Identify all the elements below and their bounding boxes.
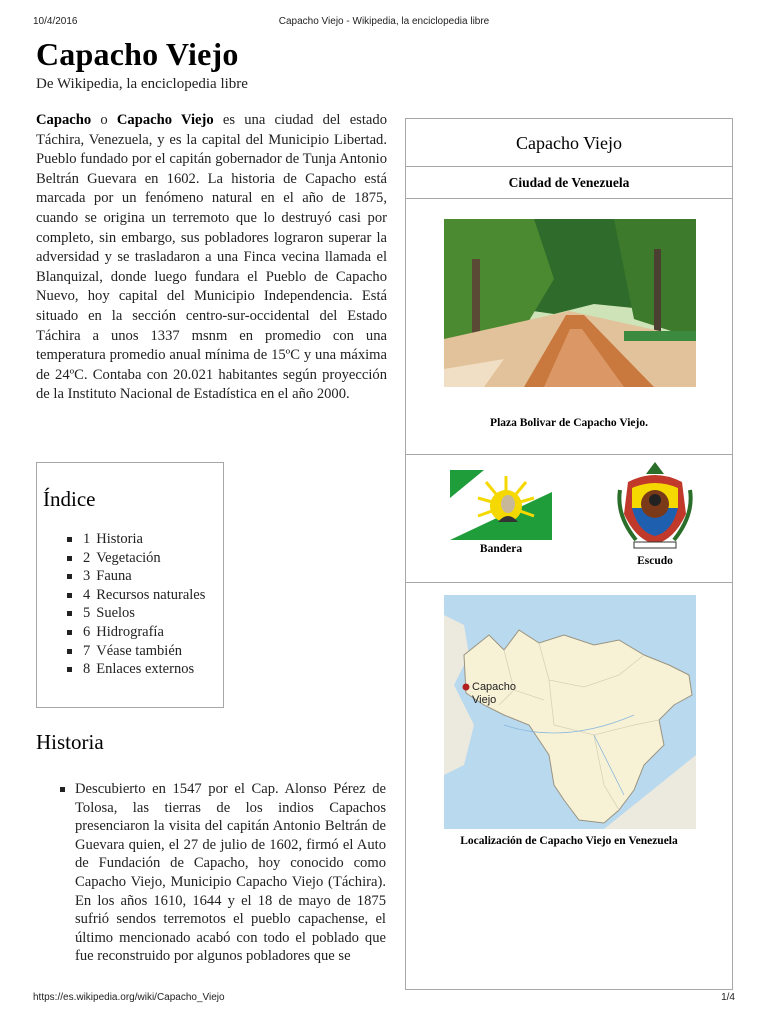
toc-item-historia[interactable] <box>61 530 223 549</box>
infobox-symbols-cell <box>406 455 732 583</box>
toc-item-label: Suelos <box>96 605 135 622</box>
print-header <box>33 16 735 32</box>
map-marker-label-line2: Viejo <box>472 694 497 706</box>
toc-item-label: Recursos naturales <box>96 586 206 603</box>
infobox-subtitle: Ciudad de Venezuela <box>406 167 732 199</box>
shield-image[interactable] <box>614 460 696 550</box>
infobox-map-cell <box>406 583 732 991</box>
section-heading-historia: Historia <box>36 730 104 754</box>
toc-item-number: 5 <box>83 605 91 622</box>
toc-item-label: Fauna <box>96 568 132 585</box>
article-title: Capacho Viejo <box>36 36 239 72</box>
infobox-photo-cell <box>406 199 732 455</box>
toc-title: Índice <box>43 487 96 511</box>
print-footer <box>33 992 735 1008</box>
toc-item-fauna[interactable] <box>61 567 223 586</box>
toc-item-number: 2 <box>83 549 91 566</box>
print-date: 10/4/2016 <box>33 16 78 27</box>
toc-item-number: 1 <box>83 531 91 547</box>
print-page-title: Capacho Viejo - Wikipedia, la enciclopedia libre <box>278 16 490 27</box>
toc-item-recursos-naturales[interactable] <box>61 586 223 605</box>
toc-item-label: Vegetación <box>96 549 161 566</box>
historia-item: Descubierto en 1547 por el Cap. Alonso Pérez de Tolosa, las tierras de los indios Capachos presenciaron la visita del capitán Antonio Beltrán de Guevara quien, el 27 de julio de 1602, firmó el Auto de Fundación de Capacho, hoy conocido como Capacho Viejo, Municipio Capacho Viejo (Táchira). En los años 1610, 1644 y el 18 de mayo de 1875 sufrió sendos terremotos el pueblo capachense, el último mencionado acabó con todo el poblado que fue reconstruido por algunos pobladores que se <box>58 780 386 966</box>
shield-caption: Escudo <box>637 555 673 567</box>
flag-caption: Bandera <box>479 543 523 555</box>
toc-item-label: Véase también <box>96 642 183 659</box>
historia-list <box>58 780 386 966</box>
venezuela-location-map[interactable] <box>444 595 696 829</box>
lead-bold-capacho-viejo: Capacho Viejo <box>116 112 214 128</box>
map-caption: Localización de Capacho Viejo en Venezuela <box>460 835 678 847</box>
table-of-contents <box>36 462 224 708</box>
toc-item-label: Enlaces externos <box>96 661 195 678</box>
toc-item-number: 7 <box>83 642 91 659</box>
toc-list <box>43 530 223 679</box>
infobox-title: Capacho Viejo <box>406 119 732 167</box>
lead-bold-capacho: Capacho <box>36 112 92 128</box>
toc-item-enlaces-externos[interactable] <box>61 660 223 679</box>
toc-item-number: 8 <box>83 661 91 678</box>
photo-caption: Plaza Bolivar de Capacho Viejo. <box>490 417 648 429</box>
flag-image[interactable] <box>450 470 552 540</box>
toc-item-suelos[interactable] <box>61 604 223 623</box>
capacho-location-marker <box>463 684 470 691</box>
toc-item-label: Historia <box>96 531 143 547</box>
toc-item-number: 3 <box>83 568 91 585</box>
map-marker-label-line1: Capacho <box>472 681 517 693</box>
plaza-photo[interactable] <box>444 219 696 387</box>
toc-item-hidrografia[interactable] <box>61 623 223 642</box>
toc-item-label: Hidrografía <box>96 623 164 640</box>
lead-text: es una ciudad del estado Táchira, Venezuela, y es la capital del Municipio Libertad. Pueblo fundado por el capitán gobernador de Tunja Antonio Beltrán Guevara en 1602. La historia de Capacho está marcada por un fenómeno natural en el año de 1875, cuando se origina un terremoto que lo destruyó casi por completo, sin embargo, sus pobladores lograron superar la adversidad y se trasladaron a una Finca vecina llamada el Blanquizal, donde luego fundara el Pueblo de Capacho Nuevo, hoy capital del Municipio Independencia. Está situado en la sección centro-sur-occidental del Estado Táchira a unos 1337 msnm en promedio con una temperatura promedio anual mínima de 15ºC y una máxima de 24ºC. Contaba con 20.021 habitantes según proyección de la Instituto Nacional de Estadística en el año 2000. <box>36 112 387 403</box>
article-subtitle: De Wikipedia, la enciclopedia libre <box>36 76 248 92</box>
print-page-number: 1/4 <box>721 992 735 1003</box>
infobox <box>405 118 733 990</box>
toc-item-vegetacion[interactable] <box>61 549 223 568</box>
toc-item-number: 6 <box>83 623 91 640</box>
lead-conjunction: o <box>91 112 117 128</box>
lead-paragraph <box>36 111 387 405</box>
toc-item-number: 4 <box>83 586 91 603</box>
print-url: https://es.wikipedia.org/wiki/Capacho_Viejo <box>33 992 225 1003</box>
toc-item-vease-tambien[interactable] <box>61 642 223 661</box>
